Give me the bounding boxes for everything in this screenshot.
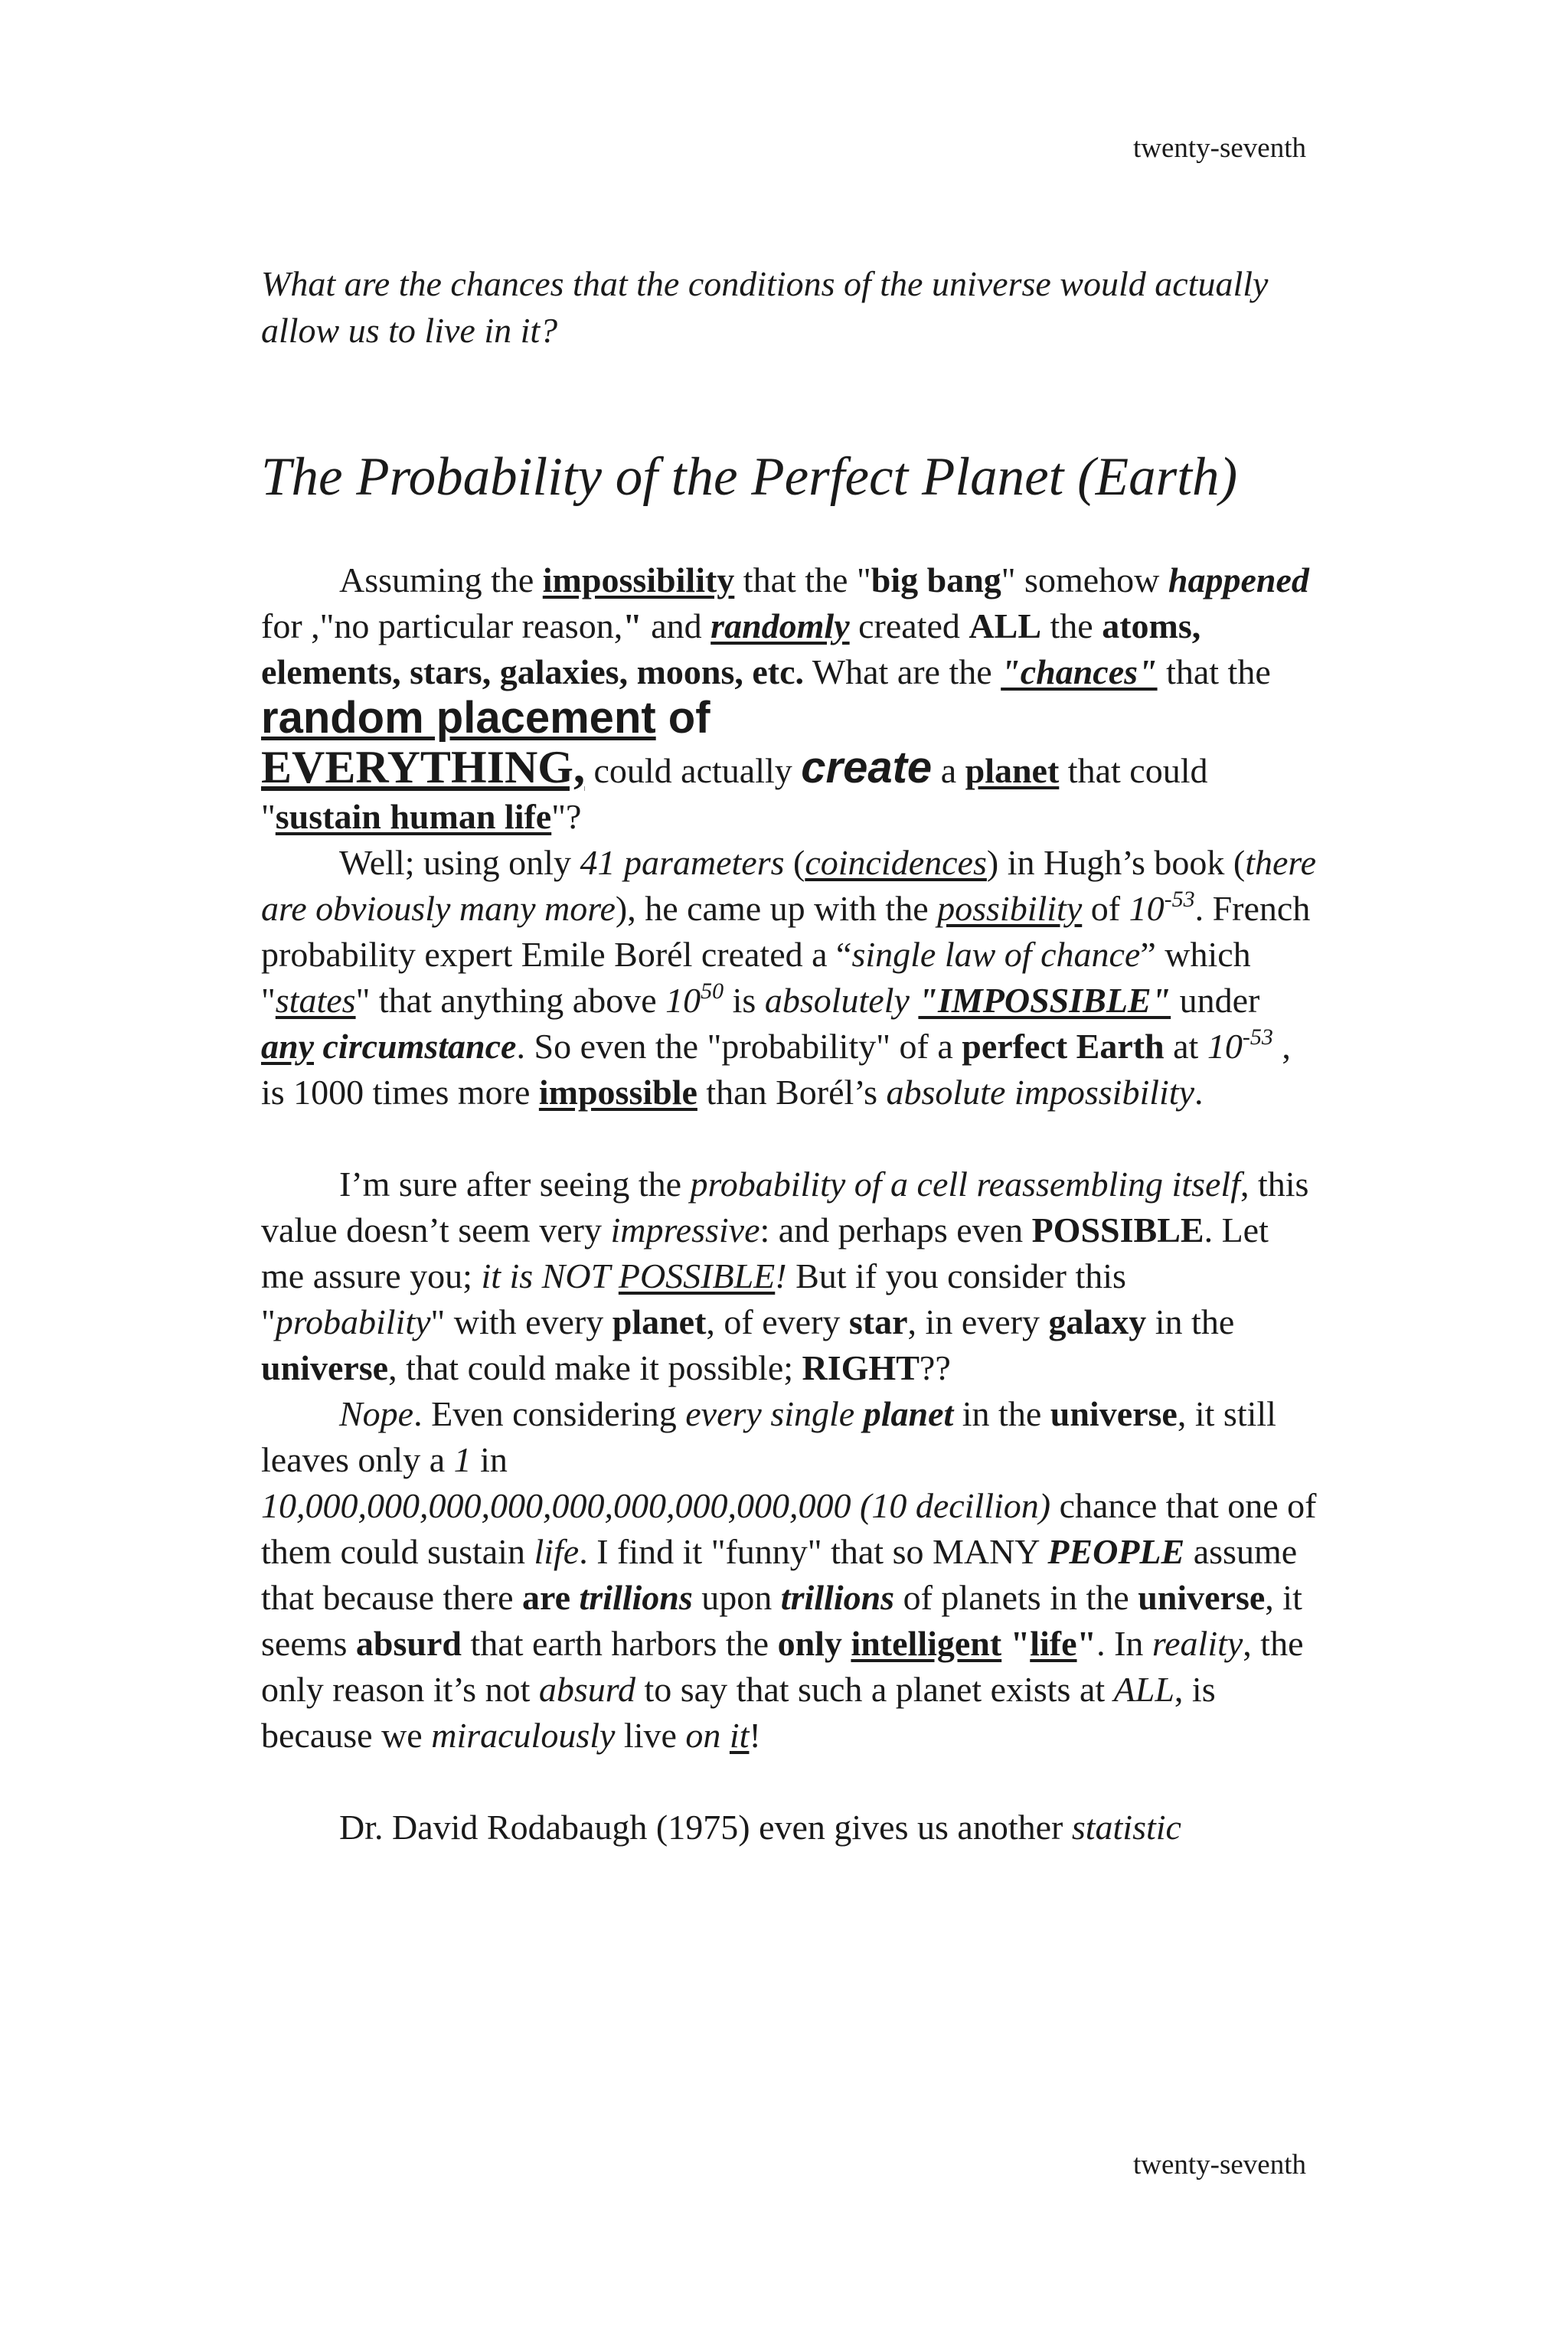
page-title: The Probability of the Perfect Planet (Earth) bbox=[261, 447, 1238, 507]
page-number-bottom: twenty-seventh bbox=[1132, 2149, 1306, 2180]
lead-question: What are the chances that the conditions of the universe would actually allow us to live in it? bbox=[261, 264, 1269, 350]
body-text bbox=[261, 557, 1318, 1851]
paragraph-1: Assuming the impossibility that the "big bang" somehow happened for ,"no particular reason," and randomly created ALL the atoms, elements, stars, galaxies, moons, etc. What are the "chances" that the random placement of EVERYTHING, could actually create a planet that could "sustain human life"? bbox=[261, 560, 1309, 836]
paragraph-4: Nope. Even considering every single planet in the universe, it still leaves only a 1 in 10,000,000,000,000,000,000,000,000,000 (10 decillion) chance that one of them could sustain life. I find it "funny" that so MANY PEOPLE assume that because there are trillions upon trillions of planets in the universe, it seems absurd that earth harbors the only intelligent "life". In reality, the only reason it’s not absurd to say that such a planet exists at ALL, is because we miraculously live on it! bbox=[261, 1394, 1317, 1755]
paragraph-gap bbox=[261, 1759, 1318, 1805]
paragraph-5: Dr. David Rodabaugh (1975) even gives us another statistic bbox=[339, 1808, 1181, 1847]
paragraph-gap bbox=[261, 1116, 1318, 1161]
page-number-top: twenty-seventh bbox=[1132, 132, 1306, 164]
paragraph-3: I’m sure after seeing the probability of a cell reassembling itself, this value doesn’t seem very impressive: and perhaps even POSSIBLE. Let me assure you; it is NOT POSSIBLE! But if you consider this "probability" with every planet, of every star, in every galaxy in the universe, that could make it possible; RIGHT?? bbox=[261, 1165, 1309, 1387]
paragraph-2: Well; using only 41 parameters (coincidences) in Hugh’s book (there are obviously many more), he came up with the possibility of $10^{-53}$. French probability expert Emile Borél created a “single law of chance” which "states" that anything above $10^{50}$ is absolutely "IMPOSSIBLE" under any circumstance. So even the "probability" of a perfect Earth at $10^{-53}$ , is 1000 times more impossible than Borél’s absolute impossibility. bbox=[261, 843, 1317, 1112]
